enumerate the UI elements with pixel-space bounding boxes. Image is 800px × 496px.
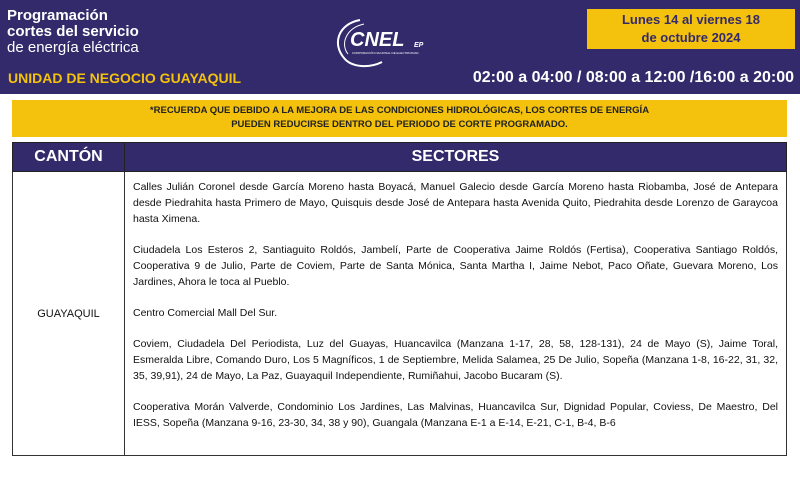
canton-cell: GUAYAQUIL	[13, 172, 125, 456]
svg-text:CNEL: CNEL	[350, 29, 405, 51]
column-header-canton: CANTÓN	[13, 143, 125, 172]
notice-banner	[12, 100, 787, 137]
schedule-table	[12, 142, 787, 456]
svg-text:EP: EP	[414, 42, 424, 49]
notice-line-2: PUEDEN REDUCIRSE DENTRO DEL PERIODO DE CORTE PROGRAMADO.	[231, 119, 568, 130]
table-row	[13, 172, 787, 456]
sector-item: Calles Julián Coronel desde García Moreno hasta Boyacá, Manuel Galecio desde García Moreno hasta Riobamba, José de Antepara desde Piedrahita hasta Primero de Mayo, Quisquis desde José de Antepara hasta Avenida Quito, Piedrahita desde Lorenzo de Garaycoa hasta Ximena.	[133, 181, 778, 225]
page-title	[7, 8, 139, 56]
sector-item: Coviem, Ciudadela Del Periodista, Luz del Guayas, Huancavilca (Manzana 1-17, 28, 58, 128-131), 24 de Mayo (S), Jaime Toral, Esmeralda Libre, Comando Duro, Los 5 Magníficos, 1 de Septiembre, Melida Salamea, 25 De Julio, Sopeña (Manzana 1-8, 16-22, 31, 32, 35, 39,91), 24 de Mayo, La Paz, Guayaquil Independiente, Rumiñahui, Jacobo Bucaram (S).	[133, 338, 778, 382]
svg-text:CORPORACIÓN NACIONAL DE ELECTR: CORPORACIÓN NACIONAL DE ELECTRICIDAD	[352, 51, 419, 55]
sectors-cell	[125, 172, 787, 456]
title-line-3: de energía eléctrica	[7, 39, 139, 56]
sector-item: Ciudadela Los Esteros 2, Santiaguito Roldós, Jambelí, Parte de Cooperativa Jaime Roldós (Fertisa), Cooperativa Santiago Roldós, Cooperativa 9 de Julio, Parte de Coviem, Parte de Santa Mónica, Santa Martha I, Jaime Nebot, Paco Oñate, Guevara Moreno, Los Jardines, Ahora le toca al Pueblo.	[133, 244, 778, 288]
header-band	[0, 0, 800, 94]
title-line-1: Programación	[7, 7, 108, 24]
date-line-2: de octubre 2024	[641, 30, 741, 45]
business-unit: UNIDAD DE NEGOCIO GUAYAQUIL	[8, 70, 242, 86]
date-range-box	[587, 9, 795, 49]
column-header-sectors: SECTORES	[125, 143, 787, 172]
sector-item: Centro Comercial Mall Del Sur.	[133, 307, 278, 319]
sector-item: Cooperativa Morán Valverde, Condominio Los Jardines, Las Malvinas, Huancavilca Sur, Dignidad Popular, Coviess, De Maestro, Del IESS, Sopeña (Manzana 9-16, 23-30, 34, 38 y 90), Guangala (Manzana E-1 a E-14, E-21, C-1, B-4, B-6	[133, 401, 778, 429]
title-line-2: cortes del servicio	[7, 23, 139, 40]
date-line-1: Lunes 14 al viernes 18	[621, 12, 761, 27]
cnel-logo	[330, 14, 460, 70]
table-header-row	[13, 143, 787, 172]
outage-hours: 02:00 a 04:00 / 08:00 a 12:00 /16:00 a 20:00	[472, 69, 794, 86]
notice-line-1: *RECUERDA QUE DEBIDO A LA MEJORA DE LAS CONDICIONES HIDROLÓGICAS, LOS CORTES DE ENERGÍA	[149, 105, 650, 116]
